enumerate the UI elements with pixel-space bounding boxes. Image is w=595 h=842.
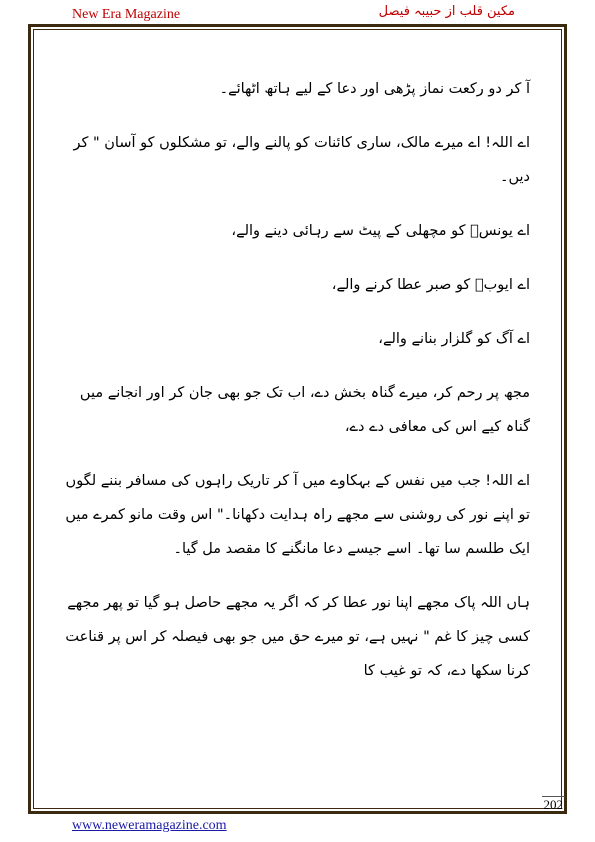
article-body	[60, 72, 530, 708]
paragraph: مجھ پر رحم کر، میرے گناہ بخش دے، اب تک جو بھی جان کر اور انجانے میں گناہ کیے اس کی معافی دے دے،	[79, 385, 530, 435]
paragraph: اے آگ کو گلزار بنانے والے،	[378, 331, 530, 347]
paragraph: آ کر دو رکعت نماز پڑھی اور دعا کے لیے ہاتھ اٹھائے۔	[219, 81, 530, 97]
paragraph: اے اللہ! جب میں نفس کے بہکاوے میں آ کر تاریک راہوں کی مسافر بننے لگوں تو اپنے نور کی روشنی سے مجھے راہ ہدایت دکھانا۔" اس وقت مانو کمرے میں ایک طلسم سا تھا۔ اسے جیسے دعا مانگنے کا مقصد مل گیا۔	[65, 473, 530, 557]
paragraph: ہاں اللہ پاک مجھے اپنا نور عطا کر کہ اگر یہ مجھے حاصل ہو گیا تو پھر مجھے کسی چیز کا غم " نہیں ہے، تو میرے حق میں جو بھی فیصلہ کر اس پر قناعت کرنا سکھا دے، کہ تو غیب کا	[65, 595, 530, 679]
article-title: مکین قلب از حبیبہ فیصل	[378, 4, 515, 19]
paragraph: اے اللہ! اے میرے مالک، ساری کائنات کو پالنے والے، تو مشکلوں کو آسان " کر دیں۔	[73, 135, 530, 185]
paragraph: اے ایوبؑ کو صبر عطا کرنے والے،	[331, 277, 530, 293]
page-number: 202	[543, 797, 563, 812]
paragraph: اے یونسؑ کو مچھلی کے پیٹ سے رہائی دینے والے،	[231, 223, 530, 239]
magazine-name: New Era Magazine	[72, 7, 181, 22]
footer-website-link[interactable]: www.neweramagazine.com	[72, 818, 227, 833]
